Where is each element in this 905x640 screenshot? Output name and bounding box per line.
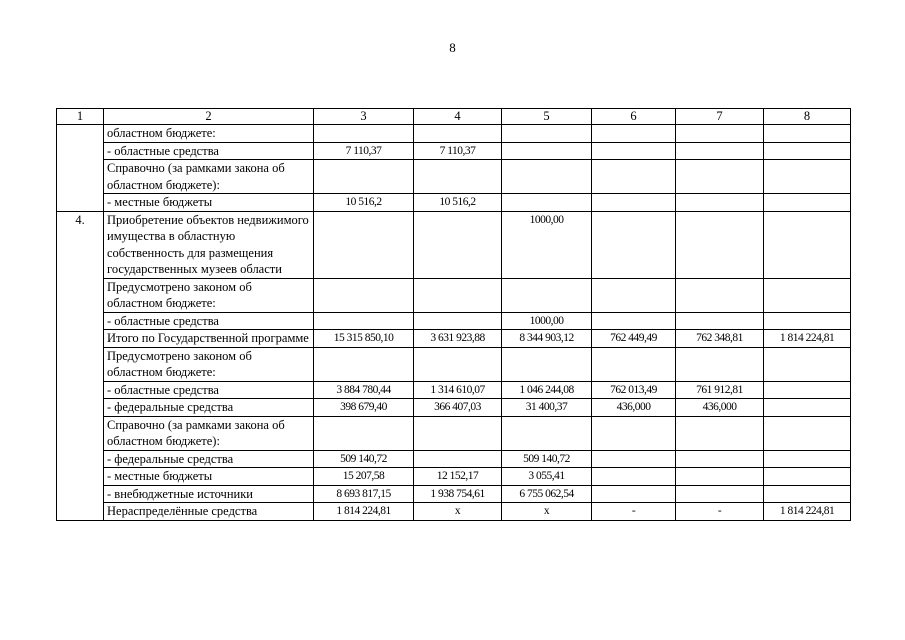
row-number-cell: [57, 125, 104, 212]
item-name-cell: Предусмотрено законом об областном бюджете:: [104, 278, 314, 312]
amount-cell: 436,000: [592, 399, 676, 417]
amount-cell: [764, 278, 851, 312]
item-name-cell: - внебюджетные источники: [104, 485, 314, 503]
table-row: [57, 503, 851, 521]
table-row: [57, 381, 851, 399]
header-cell: 6: [592, 109, 676, 125]
amount-cell: [676, 347, 764, 381]
amount-cell: 8 344 903,12: [502, 330, 592, 348]
amount-cell: 3 884 780,44: [314, 381, 414, 399]
amount-cell: [502, 416, 592, 450]
amount-cell: 10 516,2: [314, 194, 414, 212]
row-number-cell: 4.: [57, 211, 104, 520]
amount-cell: [764, 450, 851, 468]
amount-cell: 6 755 062,54: [502, 485, 592, 503]
header-cell: 5: [502, 109, 592, 125]
amount-cell: [592, 485, 676, 503]
header-row: [57, 109, 851, 125]
amount-cell: [676, 142, 764, 160]
item-name-cell: - областные средства: [104, 381, 314, 399]
amount-cell: х: [502, 503, 592, 521]
amount-cell: 762 449,49: [592, 330, 676, 348]
amount-cell: [314, 160, 414, 194]
amount-cell: [314, 125, 414, 143]
table-row: [57, 330, 851, 348]
amount-cell: [764, 381, 851, 399]
amount-cell: [676, 125, 764, 143]
amount-cell: [676, 278, 764, 312]
amount-cell: [676, 211, 764, 278]
header-cell: 1: [57, 109, 104, 125]
amount-cell: [502, 194, 592, 212]
item-name-cell: - местные бюджеты: [104, 468, 314, 486]
amount-cell: 10 516,2: [414, 194, 502, 212]
amount-cell: 762 013,49: [592, 381, 676, 399]
amount-cell: 15 315 850,10: [314, 330, 414, 348]
amount-cell: [764, 125, 851, 143]
amount-cell: 761 912,81: [676, 381, 764, 399]
amount-cell: 509 140,72: [502, 450, 592, 468]
header-cell: 8: [764, 109, 851, 125]
amount-cell: [314, 347, 414, 381]
amount-cell: [592, 142, 676, 160]
amount-cell: [502, 125, 592, 143]
item-name-cell: Предусмотрено законом об областном бюджете:: [104, 347, 314, 381]
amount-cell: 1 814 224,81: [764, 503, 851, 521]
amount-cell: [414, 416, 502, 450]
amount-cell: [592, 125, 676, 143]
item-name-cell: - областные средства: [104, 142, 314, 160]
amount-cell: 1000,00: [502, 312, 592, 330]
amount-cell: [764, 142, 851, 160]
amount-cell: [314, 312, 414, 330]
amount-cell: 12 152,17: [414, 468, 502, 486]
table-row: [57, 278, 851, 312]
amount-cell: 7 110,37: [414, 142, 502, 160]
amount-cell: 398 679,40: [314, 399, 414, 417]
amount-cell: [592, 160, 676, 194]
amount-cell: [414, 347, 502, 381]
amount-cell: 1 314 610,07: [414, 381, 502, 399]
header-cell: 7: [676, 109, 764, 125]
amount-cell: [676, 416, 764, 450]
amount-cell: 7 110,37: [314, 142, 414, 160]
amount-cell: [592, 211, 676, 278]
amount-cell: 8 693 817,15: [314, 485, 414, 503]
amount-cell: 3 631 923,88: [414, 330, 502, 348]
table-row: [57, 468, 851, 486]
table-row: [57, 142, 851, 160]
amount-cell: [676, 485, 764, 503]
amount-cell: [592, 347, 676, 381]
amount-cell: [676, 160, 764, 194]
table-row: [57, 194, 851, 212]
amount-cell: [764, 347, 851, 381]
item-name-cell: областном бюджете:: [104, 125, 314, 143]
amount-cell: [414, 312, 502, 330]
amount-cell: [592, 194, 676, 212]
amount-cell: 3 055,41: [502, 468, 592, 486]
page-number: 8: [449, 40, 456, 55]
amount-cell: [314, 211, 414, 278]
table-row: [57, 485, 851, 503]
amount-cell: [314, 278, 414, 312]
item-name-cell: Приобретение объектов недвижимого имущества в областную собственность для размещения государственных музеев области: [104, 211, 314, 278]
amount-cell: [414, 160, 502, 194]
table-row: [57, 416, 851, 450]
header-cell: 3: [314, 109, 414, 125]
amount-cell: [764, 160, 851, 194]
item-name-cell: Итого по Государственной программе: [104, 330, 314, 348]
table-row: [57, 125, 851, 143]
amount-cell: 366 407,03: [414, 399, 502, 417]
amount-cell: [414, 278, 502, 312]
amount-cell: -: [676, 503, 764, 521]
amount-cell: [764, 312, 851, 330]
amount-cell: [592, 312, 676, 330]
amount-cell: 1 814 224,81: [764, 330, 851, 348]
amount-cell: -: [592, 503, 676, 521]
amount-cell: 1 814 224,81: [314, 503, 414, 521]
table-row: [57, 450, 851, 468]
table-row: [57, 312, 851, 330]
amount-cell: [414, 125, 502, 143]
amount-cell: [764, 468, 851, 486]
amount-cell: [414, 211, 502, 278]
amount-cell: [502, 278, 592, 312]
amount-cell: [676, 468, 764, 486]
amount-cell: 436,000: [676, 399, 764, 417]
table-row: [57, 160, 851, 194]
amount-cell: 1 046 244,08: [502, 381, 592, 399]
amount-cell: [592, 278, 676, 312]
budget-table: [56, 108, 851, 521]
amount-cell: [592, 468, 676, 486]
amount-cell: [676, 450, 764, 468]
table-row: [57, 211, 851, 278]
amount-cell: х: [414, 503, 502, 521]
amount-cell: 762 348,81: [676, 330, 764, 348]
amount-cell: 15 207,58: [314, 468, 414, 486]
item-name-cell: Справочно (за рамками закона об областном бюджете):: [104, 160, 314, 194]
amount-cell: [764, 485, 851, 503]
amount-cell: [314, 416, 414, 450]
amount-cell: [676, 312, 764, 330]
header-cell: 2: [104, 109, 314, 125]
amount-cell: [676, 194, 764, 212]
amount-cell: 1 938 754,61: [414, 485, 502, 503]
item-name-cell: - местные бюджеты: [104, 194, 314, 212]
amount-cell: 509 140,72: [314, 450, 414, 468]
item-name-cell: Нераспределённые средства: [104, 503, 314, 521]
amount-cell: [764, 416, 851, 450]
amount-cell: [502, 160, 592, 194]
amount-cell: [764, 211, 851, 278]
item-name-cell: Справочно (за рамками закона об областном бюджете):: [104, 416, 314, 450]
table-row: [57, 399, 851, 417]
amount-cell: [414, 450, 502, 468]
amount-cell: [764, 194, 851, 212]
amount-cell: [502, 142, 592, 160]
item-name-cell: - областные средства: [104, 312, 314, 330]
table-row: [57, 347, 851, 381]
amount-cell: [502, 347, 592, 381]
table-body: [57, 125, 851, 521]
amount-cell: [592, 450, 676, 468]
item-name-cell: - федеральные средства: [104, 450, 314, 468]
amount-cell: [592, 416, 676, 450]
item-name-cell: - федеральные средства: [104, 399, 314, 417]
amount-cell: [764, 399, 851, 417]
header-cell: 4: [414, 109, 502, 125]
amount-cell: 1000,00: [502, 211, 592, 278]
amount-cell: 31 400,37: [502, 399, 592, 417]
